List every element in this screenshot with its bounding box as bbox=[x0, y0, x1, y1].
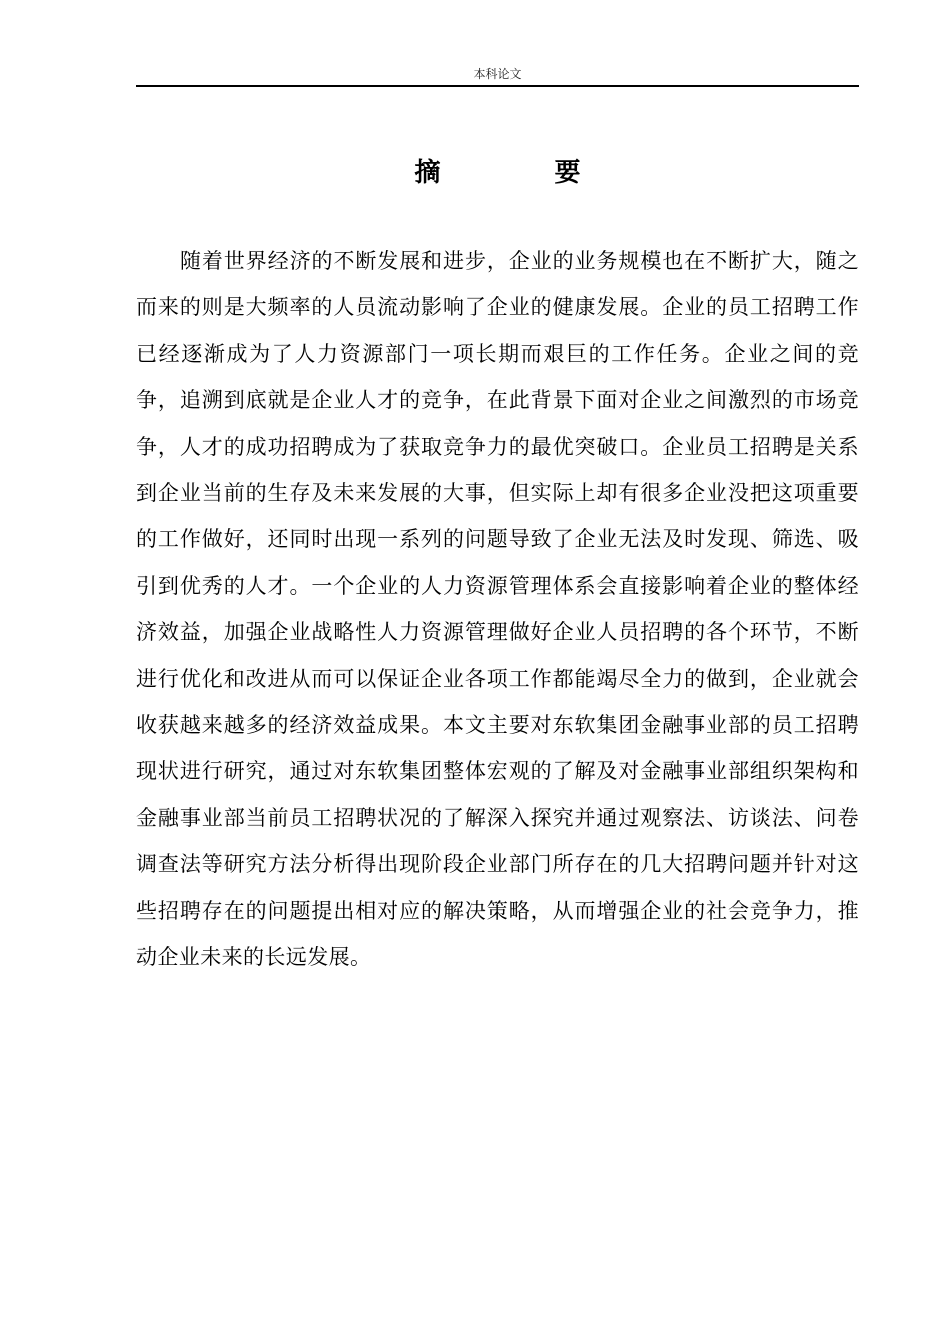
running-header: 本科论文 bbox=[473, 67, 522, 81]
abstract-paragraph: 随着世界经济的不断发展和进步，企业的业务规模也在不断扩大，随之而来的则是大频率的人员流动影响了企业的健康发展。企业的员工招聘工作已经逐渐成为了人力资源部门一项长期而艰巨的工作任务。企业之间的竞争，追溯到底就是企业人才的竞争，在此背景下面对企业之间激烈的市场竞争，人才的成功招聘成为了获取竞争力的最优突破口。企业员工招聘是关系到企业当前的生存及未来发展的大事，但实际上却有很多企业没把这项重要的工作做好，还同时出现一系列的问题导致了企业无法及时发现、筛选、吸引到优秀的人才。一个企业的人力资源管理体系会直接影响着企业的整体经济效益，加强企业战略性人力资源管理做好企业人员招聘的各个环节，不断进行优化和改进从而可以保证企业各项工作都能竭尽全力的做到，企业就会收获越来越多的经济效益成果。本文主要对东软集团金融事业部的员工招聘现状进行研究，通过对东软集团整体宏观的了解及对金融事业部组织架构和金融事业部当前员工招聘状况的了解深入探究并通过观察法、访谈法、问卷调查法等研究方法分析得出现阶段企业部门所存在的几大招聘问题并针对这些招聘存在的问题提出相对应的解决策略，从而增强企业的社会竞争力，推动企业未来的长远发展。 bbox=[136, 249, 859, 970]
header-divider bbox=[136, 85, 859, 87]
abstract-title: 摘 要 bbox=[414, 158, 625, 188]
